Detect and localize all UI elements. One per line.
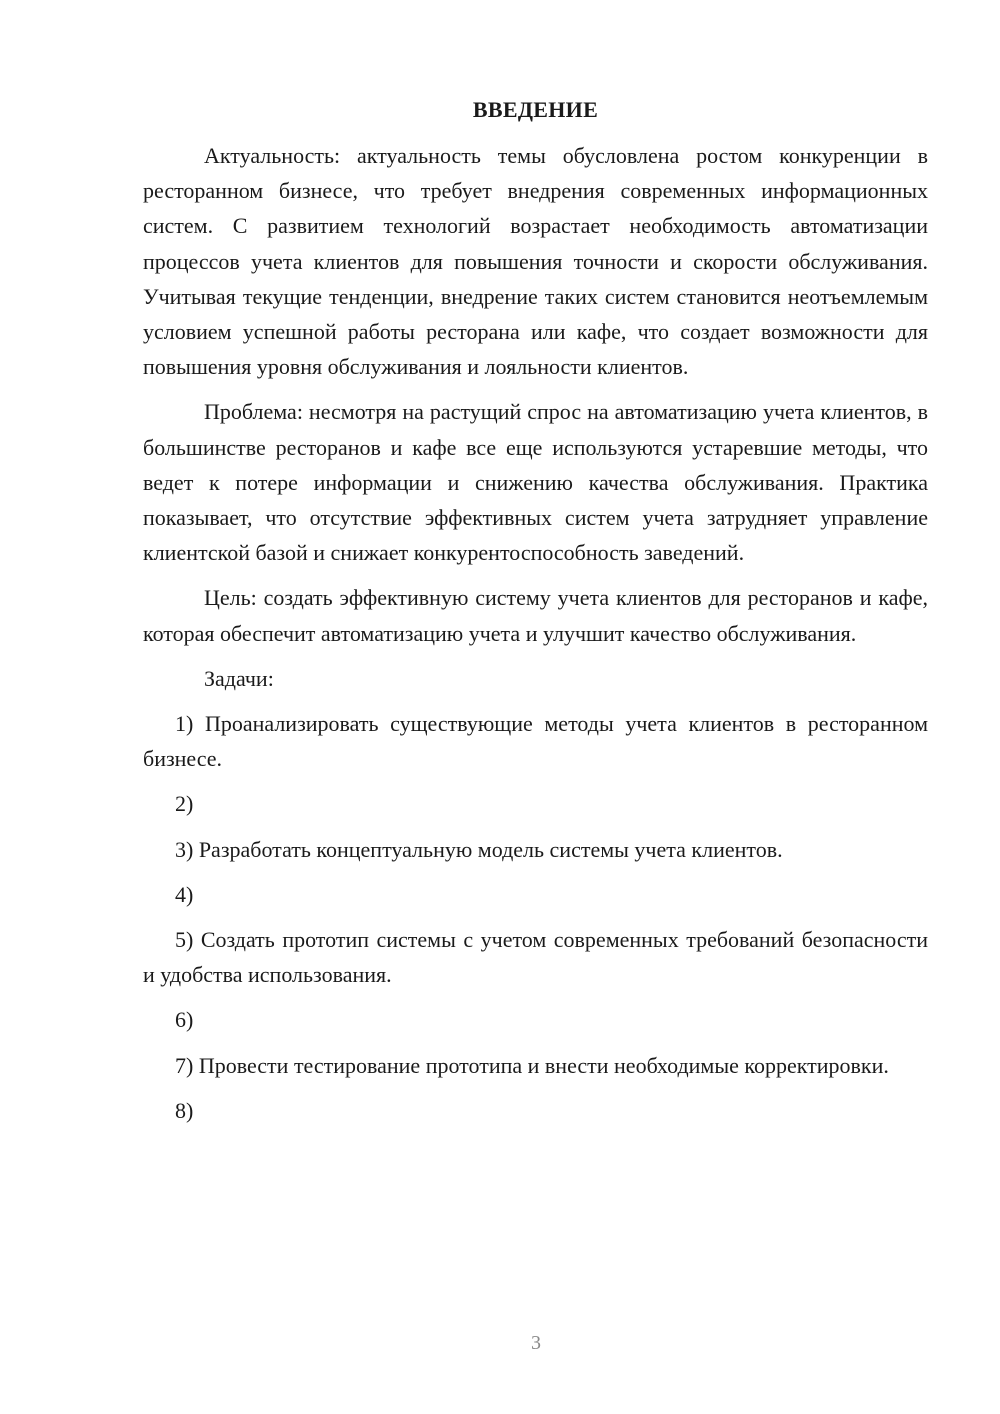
- task-item-6: 6): [175, 1007, 194, 1033]
- paragraph-relevance: Актуальность: актуальность темы обусловлена ростом конкуренции в ресторанном бизнесе, что требует внедрения современных информационных систем. С развитием технологий возрастает необходимость автоматизации процессов учета клиентов для повышения точности и скорости обслуживания. Учитывая текущие тенденции, внедрение таких систем становится неотъемлемым условием успешной работы ресторана или кафе, что создает возможности для повышения уровня обслуживания и лояльности клиентов.: [143, 143, 928, 380]
- task-item-4: 4): [175, 881, 194, 907]
- task-item-7: 7) Провести тестирование прототипа и внести необходимые корректировки.: [175, 1052, 889, 1078]
- task-item-8: 8): [175, 1097, 194, 1123]
- document-page: [143, 94, 928, 1128]
- page-number: 3: [531, 1332, 541, 1354]
- task-item-1: 1) Проанализировать существующие методы учета клиентов в ресторанном бизнесе.: [143, 711, 928, 772]
- section-title: ВВЕДЕНИЕ: [472, 97, 599, 122]
- task-item-5: 5) Создать прототип системы с учетом современных требований безопасности и удобства использования.: [143, 927, 928, 988]
- task-item-2: 2): [175, 791, 194, 817]
- tasks-heading: Задачи:: [204, 665, 274, 691]
- task-item-3: 3) Разработать концептуальную модель системы учета клиентов.: [175, 836, 783, 862]
- paragraph-problem: Проблема: несмотря на растущий спрос на автоматизацию учета клиентов, в большинстве ресторанов и кафе все еще используются устаревшие методы, что ведет к потере информации и снижению качества обслуживания. Практика показывает, что отсутствие эффективных систем учета затрудняет управление клиентской базой и снижает конкурентоспособность заведений.: [143, 399, 928, 566]
- paragraph-goal: Цель: создать эффективную систему учета клиентов для ресторанов и кафе, которая обеспечит автоматизацию учета и улучшит качество обслуживания.: [143, 585, 928, 646]
